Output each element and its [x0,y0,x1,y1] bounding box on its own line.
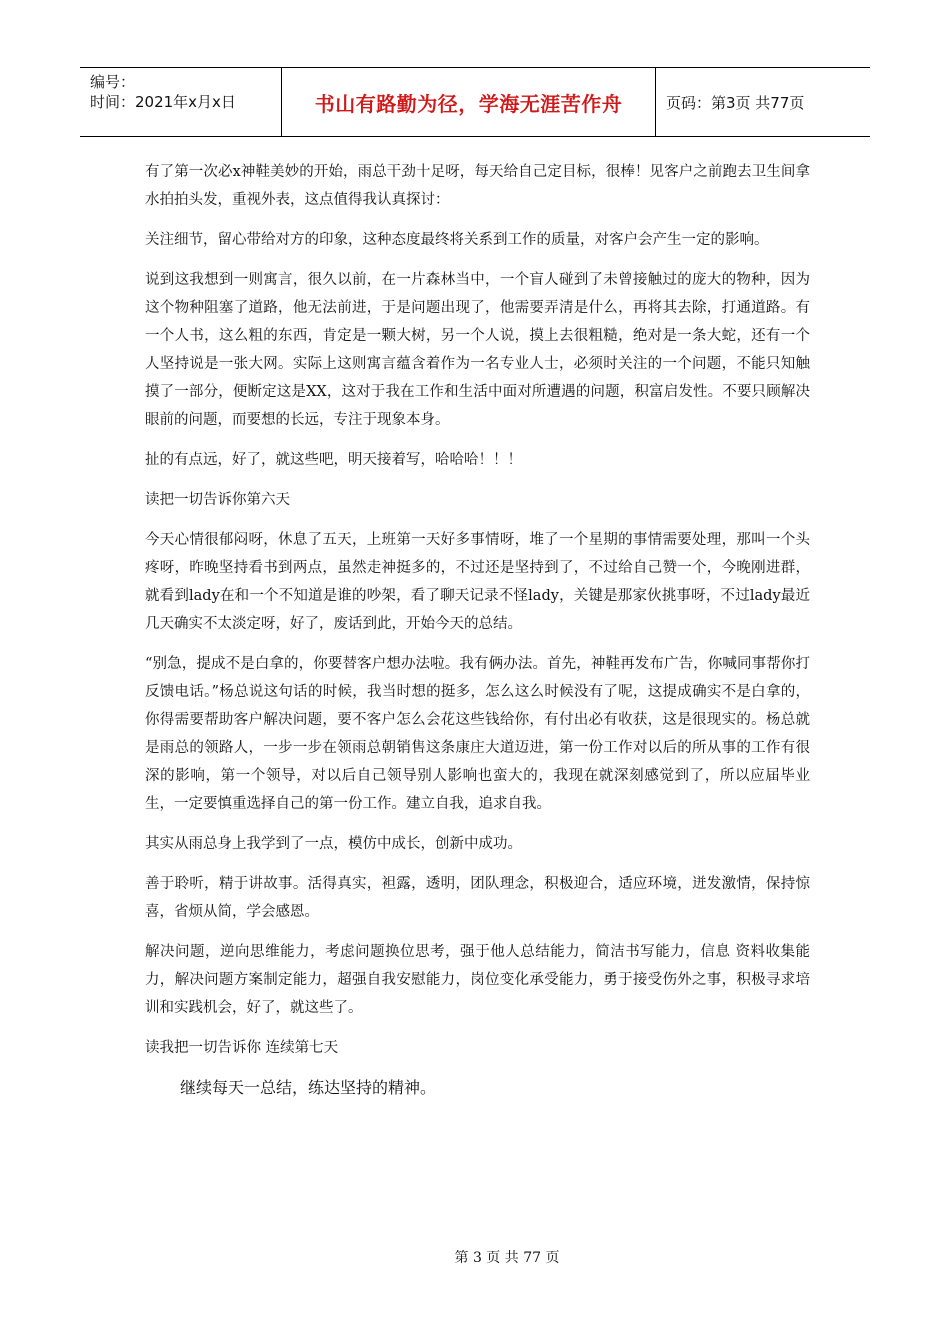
page-header [80,67,870,137]
document-number-label: 编号： [90,73,136,91]
paragraph: 扯的有点远，好了，就这些吧，明天接着写，哈哈哈！！！ [145,452,522,468]
paragraph: 解决问题，逆向思维能力，考虑问题换位思考，强于他人总结能力，简洁书写能力，信息 资料收集能力，解决问题方案制定能力，超强自我安慰能力，岗位变化承受能力，勇于接受伤外之事，积极寻求培训和实践机会，好了，就这些了。 [145,944,810,1016]
paragraph: 关注细节，留心带给对方的印象，这种态度最终将关系到工作的质量，对客户会产生一定的影响。 [145,232,769,248]
paragraph: “别急，提成不是白拿的，你要替客户想办法啦。我有俩办法。首先，神鞋再发布广告，你喊同事帮你打反馈电话。”杨总说这句话的时候，我当时想的挺多，怎么这么时候没有了呢，这提成确实不是白拿的，你得需要帮助客户解决问题，要不客户怎么会花这些钱给你，有付出必有收获，这是很现实的。杨总就是雨总的领路人，一步一步在领雨总朝销售这条康庄大道迈进，第一份工作对以后的所从事的工作有很深的影响，第一个领导，对以后自己领导别人影响也蛮大的，我现在就深刻感觉到了，所以应届毕业生，一定要慎重选择自己的第一份工作。建立自我，追求自我。 [145,656,810,812]
header-meta-cell [80,68,282,136]
page-footer: 第 3 页 共 77 页 [454,1250,560,1266]
paragraph: 其实从雨总身上我学到了一点，模仿中成长，创新中成功。 [145,836,522,852]
header-motto: 书山有路勤为径，学海无涯苦作舟 [282,68,656,136]
section-heading: 读我把一切告诉你 连续第七天 [145,1040,339,1056]
paragraph: 有了第一次必x神鞋美妙的开始，雨总干劲十足呀，每天给自己定目标，很棒！见客户之前跑去卫生间拿水拍拍头发，重视外表，这点值得我认真探讨： [145,164,810,208]
paragraph: 今天心情很郁闷呀，休息了五天，上班第一天好多事情呀，堆了一个星期的事情需要处理，那叫一个头疼呀，昨晚坚持看书到两点，虽然走神挺多的，不过还是坚持到了，不过给自己赞一个，今晚刚进群，就看到lady在和一个不知道是谁的吵架，看了聊天记录不怪lady，关键是那家伙挑事呀，不过lady最近几天确实不太淡定呀，好了，废话到此，开始今天的总结。 [145,532,810,632]
header-page-number: 页码：第3页 共77页 [666,93,805,112]
paragraph: 善于聆听，精于讲故事。活得真实，袒露，透明，团队理念，积极迎合，适应环境，迸发激情，保持惊喜，省烦从简，学会感恩。 [145,876,810,920]
indented-paragraph: 继续每天一总结，练达坚持的精神。 [180,1078,437,1097]
section-heading: 读把一切告诉你第六天 [145,492,290,508]
document-date-label: 时间：2021年x月x日 [90,93,236,111]
paragraph: 说到这我想到一则寓言，很久以前，在一片森林当中，一个盲人碰到了未曾接触过的庞大的物种，因为这个物种阻塞了道路，他无法前进，于是问题出现了，他需要弄清是什么，再将其去除，打通道路。有一个人书，这么粗的东西，肯定是一颗大树，另一个人说，摸上去很粗糙，绝对是一条大蛇，还有一个人坚持说是一张大网。实际上这则寓言蕴含着作为一名专业人士，必须时关注的一个问题，不能只知触摸了一部分，便断定这是XX，这对于我在工作和生活中面对所遭遇的问题，积富启发性。不要只顾解决眼前的问题，而要想的长远，专注于现象本身。 [145,272,810,428]
document-body [145,158,810,1114]
